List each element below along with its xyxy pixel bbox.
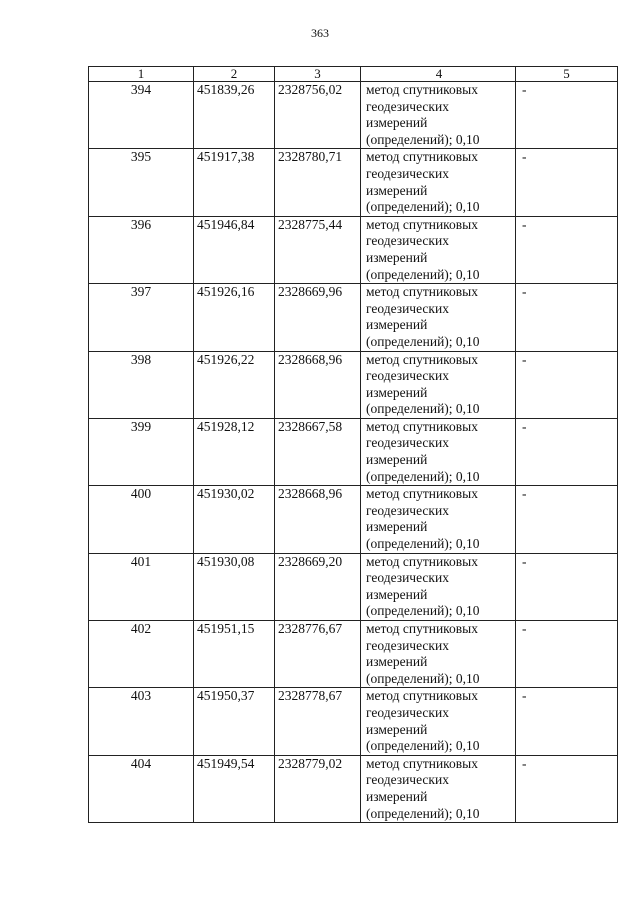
method-line: метод спутниковых [366, 216, 478, 232]
method-cell [361, 418, 516, 485]
method-line: (определений); 0,10 [366, 333, 480, 349]
y-coordinate-cell: 2328776,67 [275, 621, 361, 688]
method-line: измерений [366, 654, 428, 670]
method-line: геодезических [366, 502, 449, 518]
coordinates-table [88, 66, 618, 823]
method-cell [361, 621, 516, 688]
x-coordinate-cell: 451928,12 [194, 418, 275, 485]
method-line: (определений); 0,10 [366, 199, 480, 215]
y-coordinate-cell: 2328756,02 [275, 82, 361, 149]
method-line: геодезических [366, 368, 449, 384]
y-coordinate-cell: 2328778,67 [275, 688, 361, 755]
note-cell: - [516, 351, 618, 418]
y-coordinate-cell: 2328669,96 [275, 284, 361, 351]
method-line: геодезических [366, 772, 449, 788]
note-cell: - [516, 418, 618, 485]
header-col-2: 2 [194, 67, 275, 82]
x-coordinate-cell: 451930,08 [194, 553, 275, 620]
method-line: метод спутниковых [366, 755, 478, 771]
table-row [89, 688, 618, 755]
table-row [89, 216, 618, 283]
point-number-cell: 402 [89, 621, 194, 688]
method-line: измерений [366, 115, 428, 131]
note-cell: - [516, 486, 618, 553]
point-number-cell: 398 [89, 351, 194, 418]
y-coordinate-cell: 2328667,58 [275, 418, 361, 485]
x-coordinate-cell: 451951,15 [194, 621, 275, 688]
method-line: геодезических [366, 300, 449, 316]
method-line: (определений); 0,10 [366, 536, 480, 552]
table-row [89, 418, 618, 485]
table-row [89, 284, 618, 351]
method-cell [361, 755, 516, 822]
method-line: метод спутниковых [366, 82, 478, 97]
method-line: измерений [366, 452, 428, 468]
method-line: измерений [366, 721, 428, 737]
header-col-5: 5 [516, 67, 618, 82]
point-number-cell: 403 [89, 688, 194, 755]
x-coordinate-cell: 451926,16 [194, 284, 275, 351]
method-line: измерений [366, 384, 428, 400]
method-line: геодезических [366, 570, 449, 586]
method-line: метод спутниковых [366, 149, 478, 165]
method-line: геодезических [366, 233, 449, 249]
point-number-cell: 401 [89, 553, 194, 620]
note-cell: - [516, 216, 618, 283]
method-cell [361, 149, 516, 216]
y-coordinate-cell: 2328775,44 [275, 216, 361, 283]
table-row [89, 351, 618, 418]
method-line: метод спутниковых [366, 486, 478, 502]
point-number-cell: 397 [89, 284, 194, 351]
header-col-3: 3 [275, 67, 361, 82]
method-cell [361, 82, 516, 149]
note-cell: - [516, 149, 618, 216]
point-number-cell: 400 [89, 486, 194, 553]
method-line: измерений [366, 249, 428, 265]
x-coordinate-cell: 451917,38 [194, 149, 275, 216]
method-line: измерений [366, 317, 428, 333]
note-cell: - [516, 553, 618, 620]
method-line: (определений); 0,10 [366, 603, 480, 619]
method-cell [361, 284, 516, 351]
point-number-cell: 394 [89, 82, 194, 149]
method-line: (определений); 0,10 [366, 468, 480, 484]
method-line: (определений); 0,10 [366, 738, 480, 754]
method-line: метод спутниковых [366, 418, 478, 434]
table-row [89, 621, 618, 688]
x-coordinate-cell: 451949,54 [194, 755, 275, 822]
header-col-1: 1 [89, 67, 194, 82]
x-coordinate-cell: 451926,22 [194, 351, 275, 418]
method-line: измерений [366, 788, 428, 804]
method-cell [361, 351, 516, 418]
table-row [89, 553, 618, 620]
method-line: (определений); 0,10 [366, 805, 480, 821]
method-line: (определений); 0,10 [366, 266, 480, 282]
method-cell [361, 486, 516, 553]
x-coordinate-cell: 451950,37 [194, 688, 275, 755]
method-line: метод спутниковых [366, 621, 478, 636]
table-row [89, 82, 618, 149]
method-line: метод спутниковых [366, 284, 478, 300]
method-line: метод спутниковых [366, 688, 478, 704]
page-number: 363 [311, 26, 329, 40]
note-cell: - [516, 621, 618, 688]
y-coordinate-cell: 2328779,02 [275, 755, 361, 822]
point-number-cell: 399 [89, 418, 194, 485]
method-line: геодезических [366, 435, 449, 451]
x-coordinate-cell: 451946,84 [194, 216, 275, 283]
point-number-cell: 396 [89, 216, 194, 283]
point-number-cell: 395 [89, 149, 194, 216]
method-line: геодезических [366, 637, 449, 653]
table-row [89, 149, 618, 216]
x-coordinate-cell: 451839,26 [194, 82, 275, 149]
method-line: геодезических [366, 98, 449, 114]
y-coordinate-cell: 2328668,96 [275, 486, 361, 553]
note-cell: - [516, 755, 618, 822]
y-coordinate-cell: 2328668,96 [275, 351, 361, 418]
method-cell [361, 553, 516, 620]
method-line: измерений [366, 586, 428, 602]
table-header-row [89, 67, 618, 82]
table-row [89, 486, 618, 553]
method-line: геодезических [366, 704, 449, 720]
method-line: (определений); 0,10 [366, 131, 480, 147]
method-cell [361, 216, 516, 283]
y-coordinate-cell: 2328780,71 [275, 149, 361, 216]
note-cell: - [516, 688, 618, 755]
method-line: геодезических [366, 165, 449, 181]
method-line: (определений); 0,10 [366, 670, 480, 686]
method-line: (определений); 0,10 [366, 401, 480, 417]
table-row [89, 755, 618, 822]
table-body [89, 67, 618, 823]
point-number-cell: 404 [89, 755, 194, 822]
note-cell: - [516, 284, 618, 351]
method-cell [361, 688, 516, 755]
method-line: метод спутниковых [366, 351, 478, 367]
note-cell: - [516, 82, 618, 149]
x-coordinate-cell: 451930,02 [194, 486, 275, 553]
y-coordinate-cell: 2328669,20 [275, 553, 361, 620]
header-col-4: 4 [361, 67, 516, 82]
method-line: метод спутниковых [366, 553, 478, 569]
method-line: измерений [366, 519, 428, 535]
method-line: измерений [366, 182, 428, 198]
